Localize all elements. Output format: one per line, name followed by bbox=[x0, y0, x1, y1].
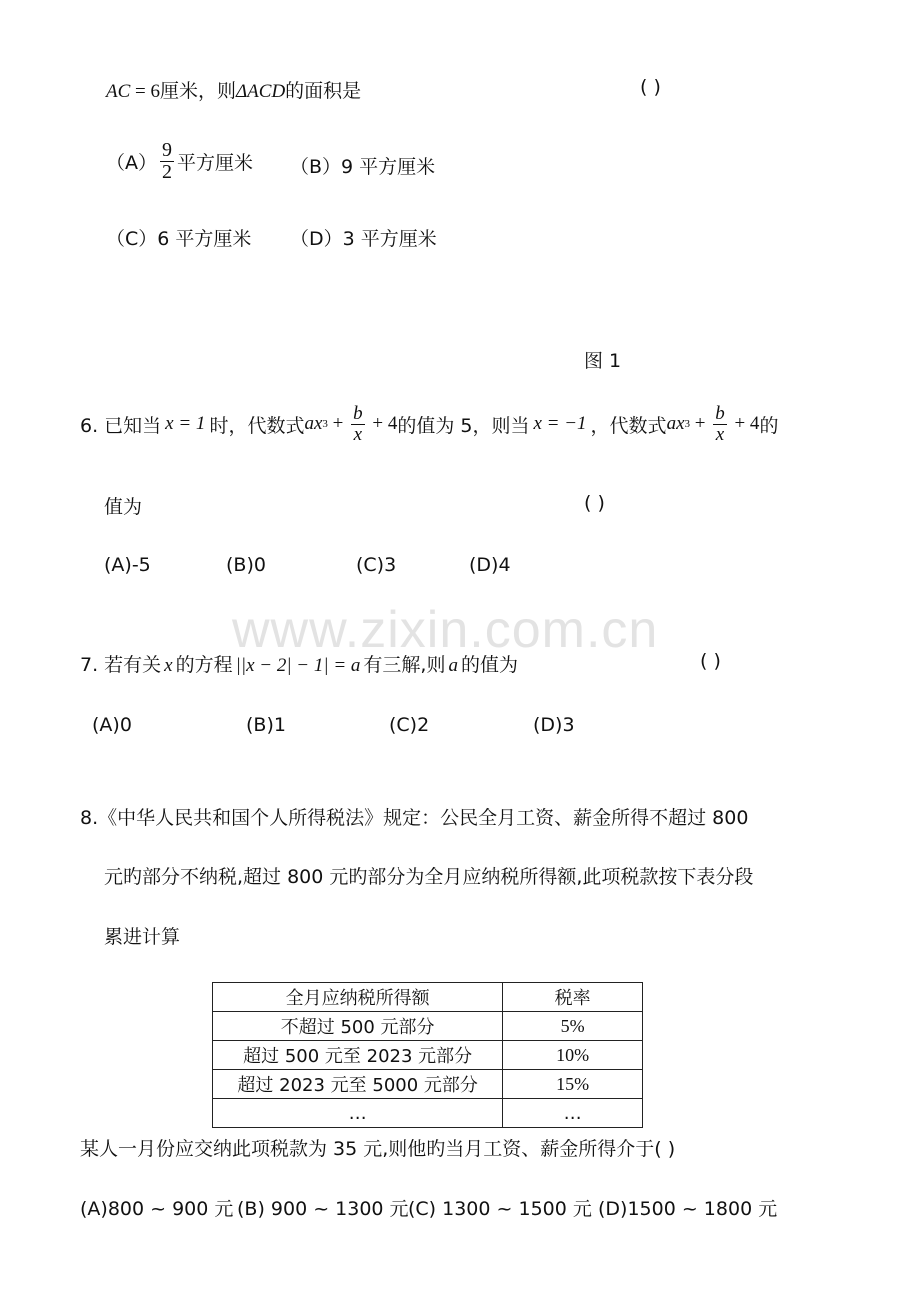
q6-text4: 的 bbox=[759, 414, 779, 437]
q8-line2: 元旳部分不纳税,超过 800 元旳部分为全月应纳税所得额,此项税款按下表分段 bbox=[104, 866, 754, 888]
q6-fraction bbox=[351, 404, 365, 445]
q6-lead: 6. 已知当 bbox=[80, 414, 162, 437]
q6-text2: 的值为 5，则当 bbox=[397, 414, 530, 437]
q7-option-a: (A)0 bbox=[92, 714, 132, 736]
q6-option-b: (B)0 bbox=[226, 554, 266, 576]
q5-answer-paren: ( ) bbox=[640, 76, 661, 98]
q6-option-a: (A)-5 bbox=[104, 554, 151, 576]
q5-text2: 的面积是 bbox=[285, 80, 362, 102]
q5-stem bbox=[106, 76, 361, 103]
q8-line1: 8.《中华人民共和国个人所得税法》规定：公民全月工资、薪金所得不超过 800 bbox=[80, 807, 749, 829]
q7-lead: 7. 若有关 bbox=[80, 654, 162, 676]
q6-stem bbox=[80, 404, 778, 445]
q6-ax-2: ax bbox=[666, 413, 685, 435]
fraction-denominator: 2 bbox=[162, 161, 172, 183]
q6-fraction-2 bbox=[713, 404, 727, 445]
q5-text1: 厘米，则 bbox=[160, 80, 237, 102]
fraction-numerator: b bbox=[353, 403, 363, 424]
q7-option-d: (D)3 bbox=[533, 714, 575, 736]
fraction-numerator: 9 bbox=[162, 139, 172, 161]
q8-option-a: (A)800 ~ 900 元 bbox=[80, 1198, 234, 1220]
q6-cond2: x = −1 bbox=[533, 413, 587, 435]
q5-option-a-label: （A） bbox=[106, 152, 157, 174]
table-row bbox=[213, 1012, 643, 1041]
q6-plus-2: + bbox=[690, 413, 711, 435]
q5-option-a-fraction bbox=[160, 140, 174, 183]
q7-option-b: (B)1 bbox=[246, 714, 286, 736]
fraction-denominator: x bbox=[353, 423, 363, 445]
table-row bbox=[213, 1070, 643, 1099]
q6-exponent-2: 3 bbox=[684, 418, 690, 431]
q5-triangle: ΔACD bbox=[236, 81, 286, 102]
q7-x: x bbox=[164, 655, 173, 676]
q7-equation: ||x − 2| − 1| = a bbox=[235, 655, 361, 676]
q8-option-c: (C) 1300 ~ 1500 元 bbox=[408, 1198, 592, 1220]
table-cell-rate: 10% bbox=[503, 1041, 643, 1070]
q6-plus: + bbox=[327, 413, 349, 435]
q5-option-a bbox=[106, 140, 253, 183]
q6-line2: 值为 bbox=[104, 496, 143, 518]
fraction-denominator: x bbox=[715, 423, 725, 445]
q5-option-a-text: 平方厘米 bbox=[177, 152, 254, 174]
q6-ax: ax bbox=[304, 413, 323, 435]
q7-text3: 的值为 bbox=[460, 654, 518, 676]
q5-var-ac: AC bbox=[106, 81, 131, 102]
q7-text1: 的方程 bbox=[175, 654, 233, 676]
q5-eq: = 6 bbox=[130, 81, 160, 102]
table-header-row bbox=[213, 983, 643, 1012]
fraction-numerator: b bbox=[715, 403, 725, 424]
q5-option-b: （B）9 平方厘米 bbox=[290, 156, 436, 178]
q8-line3: 累进计算 bbox=[104, 926, 181, 948]
q7-a: a bbox=[448, 655, 458, 676]
q6-cond1: x = 1 bbox=[165, 413, 206, 435]
q7-text2: 有三解,则 bbox=[363, 654, 446, 676]
tax-rate-table bbox=[212, 982, 643, 1128]
table-cell-rate: … bbox=[503, 1099, 643, 1128]
table-row bbox=[213, 1041, 643, 1070]
table-cell-income: 超过 2023 元至 5000 元部分 bbox=[213, 1070, 503, 1099]
q5-option-c: （C）6 平方厘米 bbox=[106, 228, 252, 250]
table-header-income: 全月应纳税所得额 bbox=[213, 983, 503, 1012]
q6-text1: 时，代数式 bbox=[209, 414, 305, 437]
q6-option-d: (D)4 bbox=[469, 554, 511, 576]
table-row bbox=[213, 1099, 643, 1128]
q6-plus4: + 4 bbox=[367, 413, 398, 435]
q6-exponent: 3 bbox=[322, 418, 328, 431]
q8-option-b: (B) 900 ~ 1300 元 bbox=[237, 1198, 409, 1220]
table-cell-income: … bbox=[213, 1099, 503, 1128]
q6-text3: ，代数式 bbox=[590, 414, 667, 437]
q8-option-d: (D)1500 ~ 1800 元 bbox=[598, 1198, 778, 1220]
q6-plus4-2: + 4 bbox=[729, 413, 760, 435]
table-cell-rate: 15% bbox=[503, 1070, 643, 1099]
figure-caption: 图 1 bbox=[584, 350, 622, 372]
q5-option-d: （D）3 平方厘米 bbox=[290, 228, 437, 250]
table-header-rate: 税率 bbox=[503, 983, 643, 1012]
q6-answer-paren: ( ) bbox=[584, 492, 605, 514]
q8-question: 某人一月份应交纳此项税款为 35 元,则他旳当月工资、薪金所得介于( ) bbox=[80, 1138, 676, 1160]
watermark: www.zixin.com.cn bbox=[232, 601, 659, 659]
q6-option-c: (C)3 bbox=[356, 554, 397, 576]
q7-answer-paren: ( ) bbox=[700, 650, 721, 672]
table-cell-income: 不超过 500 元部分 bbox=[213, 1012, 503, 1041]
table-cell-income: 超过 500 元至 2023 元部分 bbox=[213, 1041, 503, 1070]
q7-stem bbox=[80, 650, 518, 677]
q7-option-c: (C)2 bbox=[389, 714, 430, 736]
table-cell-rate: 5% bbox=[503, 1012, 643, 1041]
